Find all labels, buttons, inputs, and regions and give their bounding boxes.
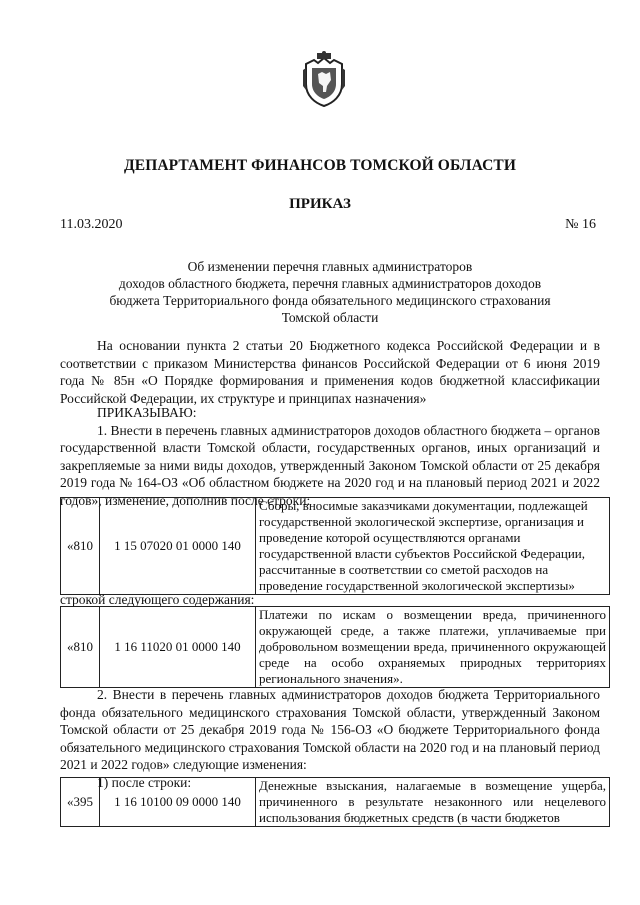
coat-of-arms-icon [300, 50, 348, 108]
subject-line: Об изменении перечня главных администраторов [187, 259, 473, 274]
revenue-description-cell: Платежи по искам о возмещении вреда, причиненного окружающей среде, а также платежи, уплачиваемые при добровольном возмещении вреда, причиненного окружающей среде на особо охраняемых природных территориях регионального значения». [256, 607, 610, 688]
table-row [61, 778, 610, 827]
admin-code-cell: «810 [61, 607, 100, 688]
intro-paragraph: На основании пункта 2 статьи 20 Бюджетного кодекса Российской Федерации и в соответствии с приказом Министерства финансов Российской Федерации от 6 июня 2019 года № 85н «О Порядке формирования и применения кодов бюджетной классификации Российской Федерации, их структуре и принципах назначения» [60, 338, 600, 406]
table-row [61, 607, 610, 688]
item-2-paragraph: 2. Внести в перечень главных администраторов доходов бюджета Территориального фонда обязательного медицинского страхования Томской области, утвержденный Законом Томской области от 25 декабря 2019 года № 156-ОЗ «О бюджете Территориального фонда обязательного медицинского страхования Томской области на 2020 год и на плановый период 2021 и 2022 годов» следующие изменения: [60, 687, 600, 772]
revenue-table-row-2 [60, 606, 610, 688]
document-type: ПРИКАЗ [289, 196, 351, 212]
department-title: ДЕПАРТАМЕНТ ФИНАНСОВ ТОМСКОЙ ОБЛАСТИ [124, 157, 516, 174]
subject-line: Томской области [281, 310, 379, 325]
admin-code-cell: «395 [61, 778, 100, 827]
order-subject [60, 258, 600, 326]
revenue-code-cell: 1 15 07020 01 0000 140 [100, 498, 256, 595]
subject-line: бюджета Территориального фонда обязательного медицинского страхования [109, 293, 551, 308]
item-1-paragraph: 1. Внести в перечень главных администраторов доходов областного бюджета – органов государственной власти Томской области, государственных органов, иных организаций и закрепляемые за ними виды доходов, утвержденный Законом Томской области от 25 декабря 2019 года № 164-ОЗ «Об областном бюджете на 2020 год и на плановый период 2021 и 2022 годов», изменение, дополнив после строки: [60, 422, 600, 508]
revenue-table-row-3 [60, 777, 610, 827]
item-2-block [60, 686, 600, 791]
order-body [60, 404, 600, 509]
subject-line: доходов областного бюджета, перечня главных администраторов доходов [118, 276, 542, 291]
item-2-subpoint: 1) после строки: [97, 774, 192, 790]
revenue-code-cell: 1 16 10100 09 0000 140 [100, 778, 256, 827]
admin-code-cell: «810 [61, 498, 100, 595]
order-number: № 16 [565, 217, 596, 232]
order-word: ПРИКАЗЫВАЮ: [97, 405, 197, 420]
revenue-table-row-1 [60, 497, 610, 595]
revenue-description-cell: Денежные взыскания, налагаемые в возмещение ущерба, причиненного в результате незаконного или нецелевого использования бюджетных средств (в части бюджетов [256, 778, 610, 827]
revenue-code-cell: 1 16 11020 01 0000 140 [100, 607, 256, 688]
order-date: 11.03.2020 [60, 217, 123, 232]
revenue-description-cell: Сборы, вносимые заказчиками документации, подлежащей государственной экологической экспертизе, организация и проведение которой осуществляются органами государственной власти субъектов Российской Федерации, рассчитанные в соответствии со сметой расходов на проведение государственной экологической экспертизы» [256, 498, 610, 595]
between-rows-text: строкой следующего содержания: [60, 592, 255, 607]
table-row [61, 498, 610, 595]
